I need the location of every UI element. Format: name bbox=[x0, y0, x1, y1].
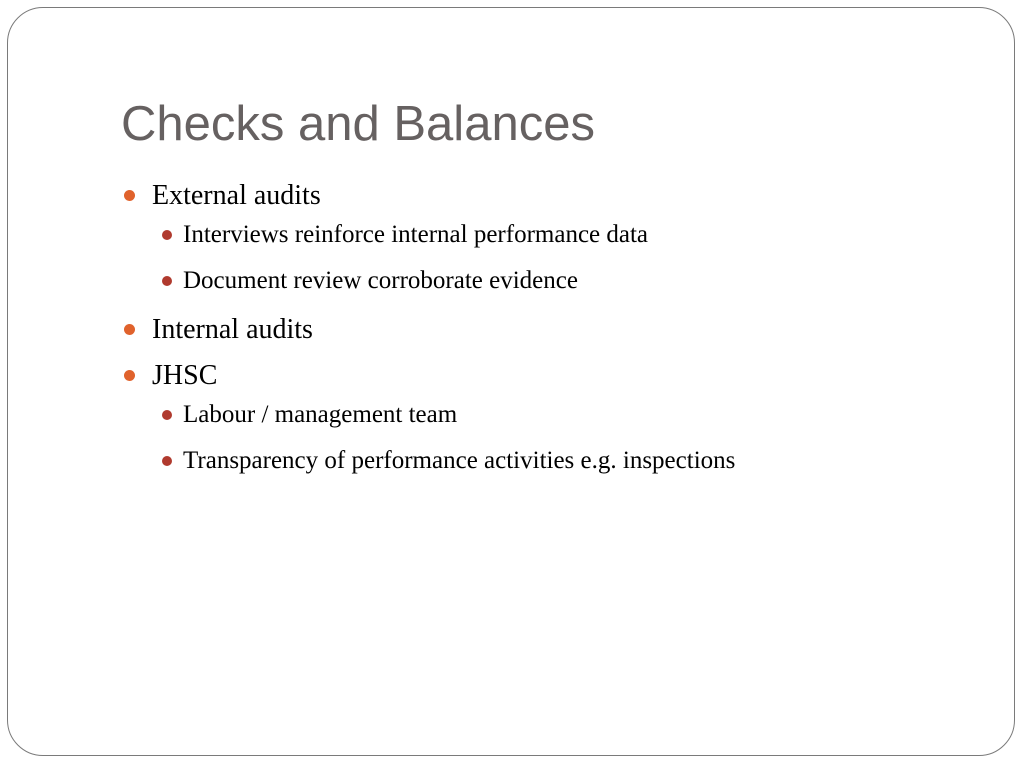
sub-bullet-item bbox=[152, 264, 981, 298]
slide-title: Checks and Balances bbox=[121, 97, 595, 151]
bullet-item-external-audits bbox=[121, 176, 981, 298]
sub-bullet-item bbox=[152, 444, 981, 478]
bullet-list bbox=[121, 176, 981, 490]
sub-bullet-text: Document review corroborate evidence bbox=[183, 267, 578, 294]
bullet-text: JHSC bbox=[152, 360, 218, 391]
sub-bullet-dot-icon bbox=[162, 230, 172, 240]
sub-bullet-list bbox=[152, 398, 981, 478]
sub-bullet-dot-icon bbox=[162, 456, 172, 466]
bullet-item-jhsc bbox=[121, 356, 981, 478]
bullet-text: External audits bbox=[152, 180, 321, 211]
bullet-item-internal-audits bbox=[121, 310, 981, 350]
sub-bullet-dot-icon bbox=[162, 410, 172, 420]
slide-frame bbox=[7, 7, 1015, 756]
sub-bullet-item bbox=[152, 398, 981, 432]
sub-bullet-dot-icon bbox=[162, 276, 172, 286]
sub-bullet-text: Transparency of performance activities e.g. inspections bbox=[183, 447, 736, 474]
bullet-text: Internal audits bbox=[152, 314, 313, 345]
bullet-dot-icon bbox=[124, 324, 135, 335]
sub-bullet-list bbox=[152, 218, 981, 298]
bullet-dot-icon bbox=[124, 370, 135, 381]
bullet-dot-icon bbox=[124, 190, 135, 201]
sub-bullet-text: Interviews reinforce internal performance data bbox=[183, 221, 649, 248]
sub-bullet-item bbox=[152, 218, 981, 252]
sub-bullet-text: Labour / management team bbox=[183, 401, 458, 428]
